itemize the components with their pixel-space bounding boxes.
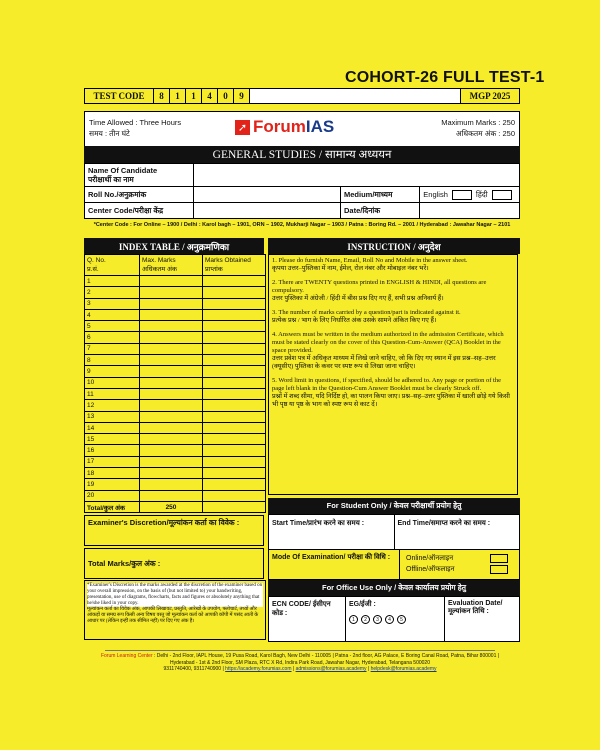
qno-cell: 4: [85, 309, 140, 320]
qno-cell: 20: [85, 490, 140, 501]
instruction-heading: INSTRUCTION / अनुदेश: [268, 238, 520, 254]
index-table-row: [85, 309, 266, 320]
medium-options: [420, 187, 519, 202]
office-only-heading: For Office Use Only / केवल कार्यालय प्रयोग हेतु: [268, 580, 520, 596]
max-marks-hi: अधिकतम अंक : 250: [455, 129, 515, 138]
center-codes-note: *Center Code : For Online – 1900 / Delhi : Karol bagh – 1901, ORN – 1902, Mukharji Nagar – 1903 / Patna : Boring Rd. – 2001 / Hyderabad : Jawahar Nagar – 2101: [93, 222, 511, 228]
max-marks-cell[interactable]: [140, 287, 203, 298]
max-marks-cell[interactable]: [140, 366, 203, 377]
index-table-row: [85, 366, 266, 377]
qno-cell: 10: [85, 377, 140, 388]
marks-obtained-cell[interactable]: [203, 332, 266, 343]
instruction-en: 4. Answers must be written in the medium authorized in the admission Certificate, which must be stated clearly on the cover of this Question-Cum-Answer (QCA) Booklet in the space provided.: [272, 331, 504, 354]
max-marks-cell[interactable]: [140, 479, 203, 490]
test-code-bar: [84, 88, 520, 104]
max-marks-cell[interactable]: [140, 456, 203, 467]
index-table-row: [85, 400, 266, 411]
qno-cell: 7: [85, 343, 140, 354]
eg-option[interactable]: 2: [361, 615, 370, 624]
marks-obtained-cell[interactable]: [203, 276, 266, 287]
time-allowed-en: Time Allowed : Three Hours: [89, 118, 182, 127]
qno-cell: 15: [85, 434, 140, 445]
max-marks-cell[interactable]: [140, 445, 203, 456]
index-table-row: [85, 287, 266, 298]
marks-obtained-cell[interactable]: [203, 343, 266, 354]
footer-divider: [105, 650, 495, 651]
footer-phone: 9311740400, 9311740900: [163, 666, 222, 672]
index-table-row: [85, 456, 266, 467]
col-max: [140, 255, 203, 276]
mode-online: [406, 553, 516, 564]
index-table-row: [85, 298, 266, 309]
qno-cell: 13: [85, 411, 140, 422]
test-code-digit: 1: [170, 89, 186, 103]
evaluation-date: Evaluation Date/ मूल्यांकन तिथि :: [448, 600, 503, 615]
qno-cell: 6: [85, 332, 140, 343]
max-marks-cell[interactable]: [140, 355, 203, 366]
name-label: [85, 164, 194, 186]
mode-online-label: Online/ऑनलाइन: [406, 555, 454, 562]
mode-online-checkbox[interactable]: [490, 554, 508, 563]
qno-cell: 2: [85, 287, 140, 298]
marks-obtained-cell[interactable]: [203, 479, 266, 490]
index-table-row: [85, 422, 266, 433]
max-marks-cell[interactable]: [140, 468, 203, 479]
examiner-discretion: Examiner's Discretion/मूल्यांकन कर्ता का विवेक :: [84, 515, 264, 546]
total-obtained-cell[interactable]: [203, 501, 266, 512]
footer-admissions-link[interactable]: admissions@forumias.academy: [295, 666, 367, 672]
office-box: [268, 596, 520, 642]
marks-obtained-cell[interactable]: [203, 434, 266, 445]
test-code-label: TEST CODE: [85, 89, 154, 103]
marks-obtained-cell[interactable]: [203, 400, 266, 411]
instruction-item: [272, 377, 514, 409]
name-label-hi: परीक्षार्थी का नाम: [88, 174, 134, 184]
instruction-hi: कृपया उत्तर–पुस्तिका में नाम, ईमेल, रोल नंबर और मोबाइल नंबर भरें।: [272, 265, 429, 272]
mode-offline: [406, 564, 516, 575]
instruction-hi: उत्तर पुस्तिका में अंग्रेजी / हिंदी में बीस प्रश्न दिए गए हैं, सभी प्रश्न अनिवार्य हैं।: [272, 295, 444, 302]
roll-field[interactable]: [194, 187, 341, 202]
examiner-note-hi: मूल्यांकन कर्ता का विवेक अंक, आपकी लिखावट, प्रस्तुति, आरेखों के उपयोग, फ्लोचार्ट, तथ्यों और आंकड़ों या समग्र रूप किसी अन्य विषय वस्तु जो मूल्यांकन कर्ता को आपकी कॉपी में पसंद आती के आधार पर (लेकिन इन्हीं तक सीमित नहीं) पर दिए गए अंक है।: [87, 607, 259, 624]
index-table-row: [85, 388, 266, 399]
test-code-digit: 4: [202, 89, 218, 103]
max-marks-cell[interactable]: [140, 332, 203, 343]
eg-field: [346, 597, 445, 641]
max-marks-cell[interactable]: [140, 343, 203, 354]
max-marks-cell[interactable]: [140, 309, 203, 320]
marks-obtained-cell[interactable]: [203, 490, 266, 501]
qno-cell: 3: [85, 298, 140, 309]
footer-address: : Delhi - 2nd Floor, IAPL House, 19 Pusa Road, Karol Bagh, New Delhi - 110005 | Patna - 2nd floor, AG Palace, E Boring Canal Road, Patna, Bihar 800001 | Hyderabad - 1st & 2nd Floor, SM Plaza, RTC X Rd, Indira Park Road, Jawahar Nagar, Hyderabad, Telangana 500020: [154, 653, 500, 666]
index-table-row: [85, 276, 266, 287]
qno-cell: 8: [85, 355, 140, 366]
index-table-row: [85, 411, 266, 422]
marks-obtained-cell[interactable]: [203, 377, 266, 388]
qno-cell: 16: [85, 445, 140, 456]
mgp-label: MGP 2025: [469, 91, 511, 101]
test-code-digit: 0: [218, 89, 234, 103]
max-marks-cell[interactable]: [140, 434, 203, 445]
max-marks-cell[interactable]: [140, 388, 203, 399]
eg-option[interactable]: 5: [397, 615, 406, 624]
col-obtained-en: Marks Obtained: [205, 257, 251, 264]
qno-cell: 12: [85, 400, 140, 411]
time-allowed-hi: समय : तीन घंटे: [89, 129, 130, 138]
medium-hindi-checkbox[interactable]: [492, 190, 512, 200]
marks-obtained-cell[interactable]: [203, 355, 266, 366]
header-box: [84, 111, 520, 148]
mode-label: Mode Of Examination/ परीक्षा की विधि :: [269, 550, 400, 579]
name-label-en: Name Of Candidate: [88, 165, 158, 175]
test-code-blank: [250, 89, 461, 103]
eg-option[interactable]: 4: [385, 615, 394, 624]
index-table: [84, 254, 266, 513]
footer-helpdesk-link[interactable]: helpdesk@forumias.academy: [370, 666, 437, 672]
qno-cell: 14: [85, 422, 140, 433]
index-table-row: [85, 490, 266, 501]
name-field[interactable]: [194, 164, 519, 186]
max-marks-en: Maximum Marks : 250: [441, 118, 515, 127]
index-table-row: [85, 479, 266, 490]
roll-label: Roll No./अनुक्रमांक: [85, 187, 194, 202]
eg-option[interactable]: 3: [373, 615, 382, 624]
marks-obtained-cell[interactable]: [203, 422, 266, 433]
col-obtained: [203, 255, 266, 276]
medium-english-label: English: [423, 190, 448, 199]
index-table-row: [85, 377, 266, 388]
mode-offline-label: Offline/ऑफलाइन: [406, 566, 455, 573]
max-marks-cell[interactable]: [140, 276, 203, 287]
marks-obtained-cell[interactable]: [203, 411, 266, 422]
total-value: 250: [140, 501, 203, 512]
index-table-row: [85, 343, 266, 354]
mode-options: [400, 550, 519, 579]
logo-mark-icon: ➚: [235, 120, 250, 135]
marks-obtained-cell[interactable]: [203, 366, 266, 377]
start-time-field[interactable]: Start Time/प्रारंभ करने का समय :: [269, 515, 395, 549]
logo-ias: IAS: [305, 117, 335, 136]
test-code-digit: 1: [186, 89, 202, 103]
col-qno-en: Q. No.: [87, 257, 106, 264]
qno-cell: 19: [85, 479, 140, 490]
marks-obtained-cell[interactable]: [203, 388, 266, 399]
mode-box: [268, 549, 520, 580]
instruction-en: 5. Word limit in questions, if specified, should be adhered to. Any page or portion of the page left blank in the Question-Cum Answer Booklet must be clearly Struck off.: [272, 377, 501, 392]
col-max-hi: अधिकतम अंक: [142, 266, 177, 273]
max-marks-cell[interactable]: [140, 422, 203, 433]
page-title: COHORT-26 FULL TEST-1: [345, 69, 545, 86]
eg-options: [349, 615, 441, 624]
index-table-row: [85, 332, 266, 343]
max-marks-cell[interactable]: [140, 411, 203, 422]
total-marks: Total Marks/कुल अंक :: [84, 548, 264, 579]
total-label: Total/कुल अंक: [85, 501, 140, 512]
marks-obtained-cell[interactable]: [203, 456, 266, 467]
marks-obtained-cell[interactable]: [203, 468, 266, 479]
medium-label: Medium/माध्यम: [341, 187, 420, 202]
index-table-row: [85, 434, 266, 445]
max-marks-cell[interactable]: [140, 400, 203, 411]
instruction-hi: उत्तर प्रवेश पत्र में अधिकृत माध्यम में लिखे जाने चाहिए, जो कि दिए गए स्थान में इस प्रश्न–सह–उत्तर (क्यूसीए) पुस्तिका के कवर पर स्पष्ट रूप से लिखा जाना चाहिए।: [272, 355, 496, 370]
marks-obtained-cell[interactable]: [203, 321, 266, 332]
date-label: Date/दिनांक: [341, 203, 420, 218]
col-max-en: Max. Marks: [142, 257, 176, 264]
student-only-heading: For Student Only / केवल परीक्षार्थी प्रयोग हेतु: [268, 498, 520, 514]
instruction-en: 2. There are TWENTY questions printed in ENGLISH & HINDI, all questions are compulsory.: [272, 279, 487, 294]
instruction-item: [272, 309, 514, 325]
qno-cell: 18: [85, 468, 140, 479]
medium-english-checkbox[interactable]: [452, 190, 472, 200]
instruction-hi: प्रत्येक प्रश्न / भाग के लिए निर्धारित अंक उसके सामने अंकित किए गए हैं।: [272, 317, 437, 324]
medium-hindi-label: हिंदी: [475, 189, 488, 199]
candidate-details: [84, 163, 520, 219]
center-label: Center Code/परीक्षा केंद्र: [85, 203, 194, 218]
index-table-row: [85, 321, 266, 332]
index-table-row: [85, 445, 266, 456]
center-field[interactable]: [194, 203, 341, 218]
footer-brand: Forum Learning Center: [100, 653, 153, 659]
footer-website-link[interactable]: https://academy.forumias.com: [225, 666, 292, 672]
index-table-total-row: [85, 501, 266, 512]
qno-cell: 11: [85, 388, 140, 399]
instruction-hi: प्रश्नों में शब्द सीमा, यदि निर्दिष्ट हो, का पालन किया जाए। प्रश्न–सह–उत्तर पुस्तिका में खाली छोड़े गये किसी भी पृष्ठ या पृष्ठ के भाग को स्पष्ट रूप से काट दें।: [272, 393, 510, 408]
instruction-item: [272, 279, 514, 303]
index-table-row: [85, 355, 266, 366]
instruction-box: [268, 254, 518, 495]
test-code-digit: 9: [234, 89, 250, 103]
max-marks-cell[interactable]: [140, 490, 203, 501]
qno-cell: 5: [85, 321, 140, 332]
index-table-heading: INDEX TABLE / अनुक्रमणिका: [84, 238, 264, 254]
examiner-note-en: *Examiner's Discretion is the marks awarded at the discretion of the examiner based on your overall impression, on the basis of (but not limited to) your handwriting, presentation, use of diagrams, flowcharts, facts and figures or absolutely anything that he/she liked in your copy.: [87, 583, 263, 606]
qno-cell: 17: [85, 456, 140, 467]
footer: Forum Learning Center : Delhi - 2nd Floor, IAPL House, 19 Pusa Road, Karol Bagh, New Delhi - 110005 | Patna - 2nd floor, AG Palace, E Boring Canal Road, Patna, Bihar 800001 | Hyderabad - 1st & 2nd Floor, SM Plaza, RTC X Rd, Indira Park Road, Jawahar Nagar, Hyderabad, Telangana 500020 9311740400, 9311740900 | https://academy.forumias.com | admissions@forumias.academy | helpdesk@forumias.academy: [100, 653, 500, 672]
qno-cell: 9: [85, 366, 140, 377]
eg-label: EG/ईजी :: [349, 601, 376, 608]
max-marks-cell[interactable]: [140, 321, 203, 332]
test-code-digit: 8: [154, 89, 170, 103]
ecn-code: ECN CODE/ ईसीएन कोड :: [269, 597, 346, 641]
end-time-field[interactable]: End Time/समाप्त करने का समय :: [397, 520, 491, 527]
qno-cell: 1: [85, 276, 140, 287]
examiner-note: [84, 580, 266, 640]
col-obtained-hi: प्राप्तांक: [205, 266, 223, 273]
subject-bar: GENERAL STUDIES / सामान्य अध्ययन: [84, 146, 520, 163]
eg-option[interactable]: 1: [349, 615, 358, 624]
col-qno-hi: प्र.सं.: [87, 266, 99, 273]
index-table-row: [85, 468, 266, 479]
index-table-header: [85, 255, 266, 276]
marks-obtained-cell[interactable]: [203, 298, 266, 309]
instruction-en: 1. Please do furnish Name, Email, Roll No and Mobile in the answer sheet.: [272, 257, 468, 264]
logo-forum: Forum: [253, 117, 306, 136]
instruction-en: 3. The number of marks carried by a question/part is indicated against it.: [272, 309, 461, 316]
marks-obtained-cell[interactable]: [203, 309, 266, 320]
col-qno: [85, 255, 140, 276]
instruction-item: [272, 257, 514, 273]
max-marks-cell[interactable]: [140, 377, 203, 388]
instruction-item: [272, 331, 514, 371]
marks-obtained-cell[interactable]: [203, 445, 266, 456]
time-box: [268, 514, 520, 550]
marks-obtained-cell[interactable]: [203, 287, 266, 298]
max-marks-cell[interactable]: [140, 298, 203, 309]
mode-offline-checkbox[interactable]: [490, 565, 508, 574]
forumias-logo: [235, 117, 334, 137]
date-field[interactable]: [420, 203, 519, 218]
